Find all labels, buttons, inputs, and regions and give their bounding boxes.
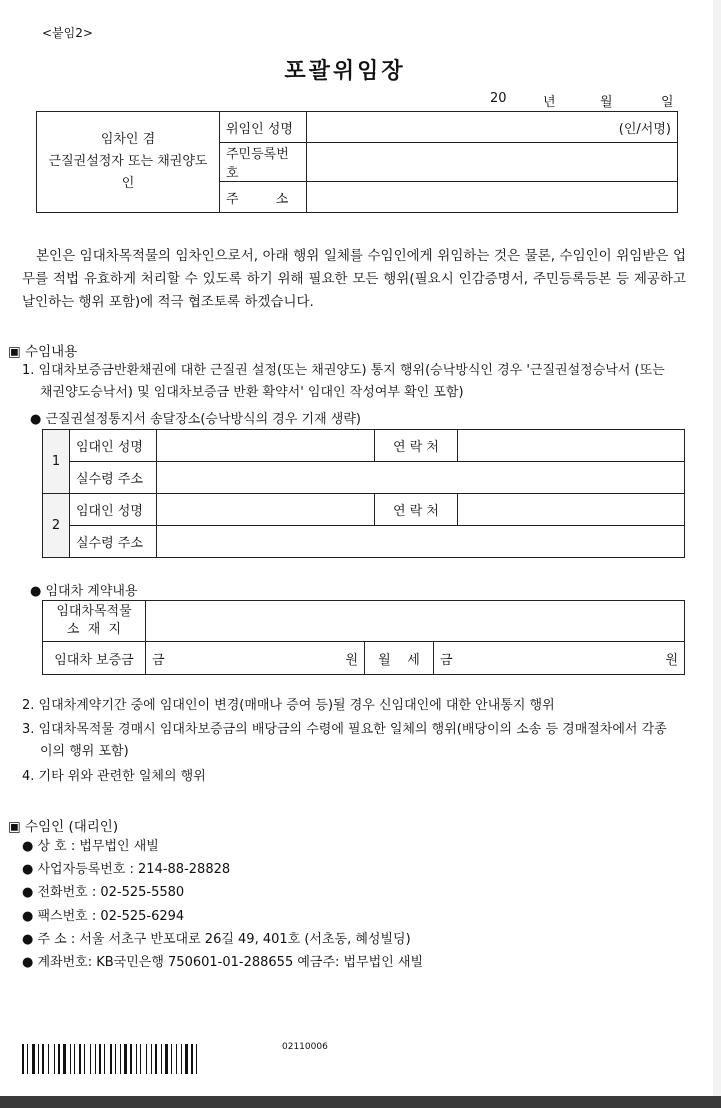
name-field[interactable]: [307, 112, 678, 143]
landlord-name-label: 임대인 성명: [70, 430, 157, 462]
rent-field[interactable]: 금 원: [434, 642, 685, 675]
bullet-dot-icon: ●: [22, 862, 38, 878]
agent-info-item: ● 전화번호 : 02-525-5580: [22, 885, 185, 901]
mandate-item-2: 2. 임대차계약기간 중에 임대인이 변경(매매나 증여 등)될 경우 신임대인에 대한 안내통지 행위: [22, 698, 555, 713]
id-number-label: 주민등록번호: [220, 143, 307, 182]
bullet-dot-icon: ●: [22, 908, 38, 924]
deposit-label: 임대차 보증금: [43, 642, 146, 675]
bullet-dot-icon: ●: [22, 955, 38, 971]
intro-paragraph: 본인은 임대차목적물의 임차인으로서, 아래 행위 일체를 수임인에게 위임하는 것은 물론, 수임인이 위임받은 업무를 적법 유효하게 처리할 수 있도록 하기 위해 필요한 모든 행위(필요시 인감증명서, 주민등록등본 등 제공하고 날인하는 행위 포함)에 적극 협조토록 하겠습니다.: [22, 248, 686, 310]
date-year-prefix: 20: [490, 91, 507, 106]
barcode-number: 02110006: [282, 1042, 328, 1052]
mandate-item-3: 3. 임대차목적물 경매시 임대차보증금의 배당금의 수령에 필요한 일체의 행위(배당이의 소송 등 경매절차에서 각종 이의 행위 포함): [22, 722, 667, 759]
agent-info-item: ● 주 소 : 서울 서초구 반포대로 26길 49, 401호 (서초동, 혜성빌딩): [22, 931, 411, 947]
landlord-name-field[interactable]: [157, 494, 375, 526]
mandate-item-4: 4. 기타 위와 관련한 일체의 행위: [22, 769, 206, 784]
landlord-row-no: 2: [43, 494, 70, 558]
landlord-table: [42, 429, 685, 558]
landlord-address-field[interactable]: [157, 462, 685, 494]
bullet-lease: ● 임대차 계약내용: [30, 584, 138, 599]
landlord-row-no: 1: [43, 430, 70, 494]
lease-table: [42, 600, 685, 675]
address-field[interactable]: [307, 182, 678, 213]
landlord-name-field[interactable]: [157, 430, 375, 462]
bullet-dot-icon: ●: [22, 931, 38, 947]
section-agent-heading: ▣ 수임인 (대리인): [8, 819, 119, 835]
landlord-contact-label: 연 락 처: [375, 430, 458, 462]
landlord-contact-field[interactable]: [458, 430, 685, 462]
bullet-dot-icon: ●: [30, 412, 42, 427]
delegator-row-label: 임차인 겸 근질권설정자 또는 채권양도인: [37, 112, 220, 213]
attachment-label: <붙임2>: [42, 26, 93, 40]
date-year: 년: [543, 95, 556, 110]
bullet-dot-icon: ●: [22, 839, 38, 854]
landlord-address-label: 실수령 주소: [70, 526, 157, 558]
agent-info-item: ● 팩스번호 : 02-525-6294: [22, 908, 185, 924]
page-edge-shade: [713, 0, 721, 1096]
agent-info-item: ● 계좌번호: KB국민은행 750601-01-288655 예금주: 법무법인 새빌: [22, 955, 424, 971]
landlord-address-field[interactable]: [157, 526, 685, 558]
bullet-delivery: ● 근질권설정통지서 송달장소(승낙방식의 경우 기재 생략): [30, 412, 361, 427]
mandate-item-1: 1. 임대차보증금반환채권에 대한 근질권 설정(또는 채권양도) 통지 행위(승낙방식인 경우 '근질권설정승낙서 (또는 채권양도승낙서) 및 임대차보증금 반환 확약서' 임대인 작성여부 확인 포함): [22, 363, 665, 400]
agent-info-item: ● 사업자등록번호 : 214-88-28828: [22, 862, 231, 878]
document-title: 포괄위임장: [284, 59, 406, 84]
rent-label: 월 세: [365, 642, 434, 675]
name-label: 위임인 성명: [220, 112, 307, 143]
landlord-address-label: 실수령 주소: [70, 462, 157, 494]
section-mandate-heading: ▣ 수임내용: [8, 344, 78, 360]
id-number-field[interactable]: [307, 143, 678, 182]
barcode-icon: [22, 1044, 274, 1074]
bullet-dot-icon: ●: [30, 584, 42, 599]
date-month: 월: [600, 95, 613, 110]
date-day: 일: [661, 95, 674, 110]
landlord-contact-label: 연 락 처: [375, 494, 458, 526]
agent-info-list: [22, 835, 423, 974]
address-label: 주 소: [220, 182, 307, 213]
property-label: 임대차목적물 소 재 지: [43, 601, 146, 642]
agent-info-item: ● 상 호 : 법무법인 새빌: [22, 839, 159, 854]
footer-bar: [0, 1096, 721, 1108]
delegator-table: [36, 111, 678, 213]
bullet-dot-icon: ●: [22, 885, 38, 901]
seal-label: (인/서명): [618, 121, 671, 137]
deposit-field[interactable]: 금 원: [146, 642, 365, 675]
landlord-contact-field[interactable]: [458, 494, 685, 526]
landlord-name-label: 임대인 성명: [70, 494, 157, 526]
property-address-field[interactable]: [146, 601, 685, 642]
